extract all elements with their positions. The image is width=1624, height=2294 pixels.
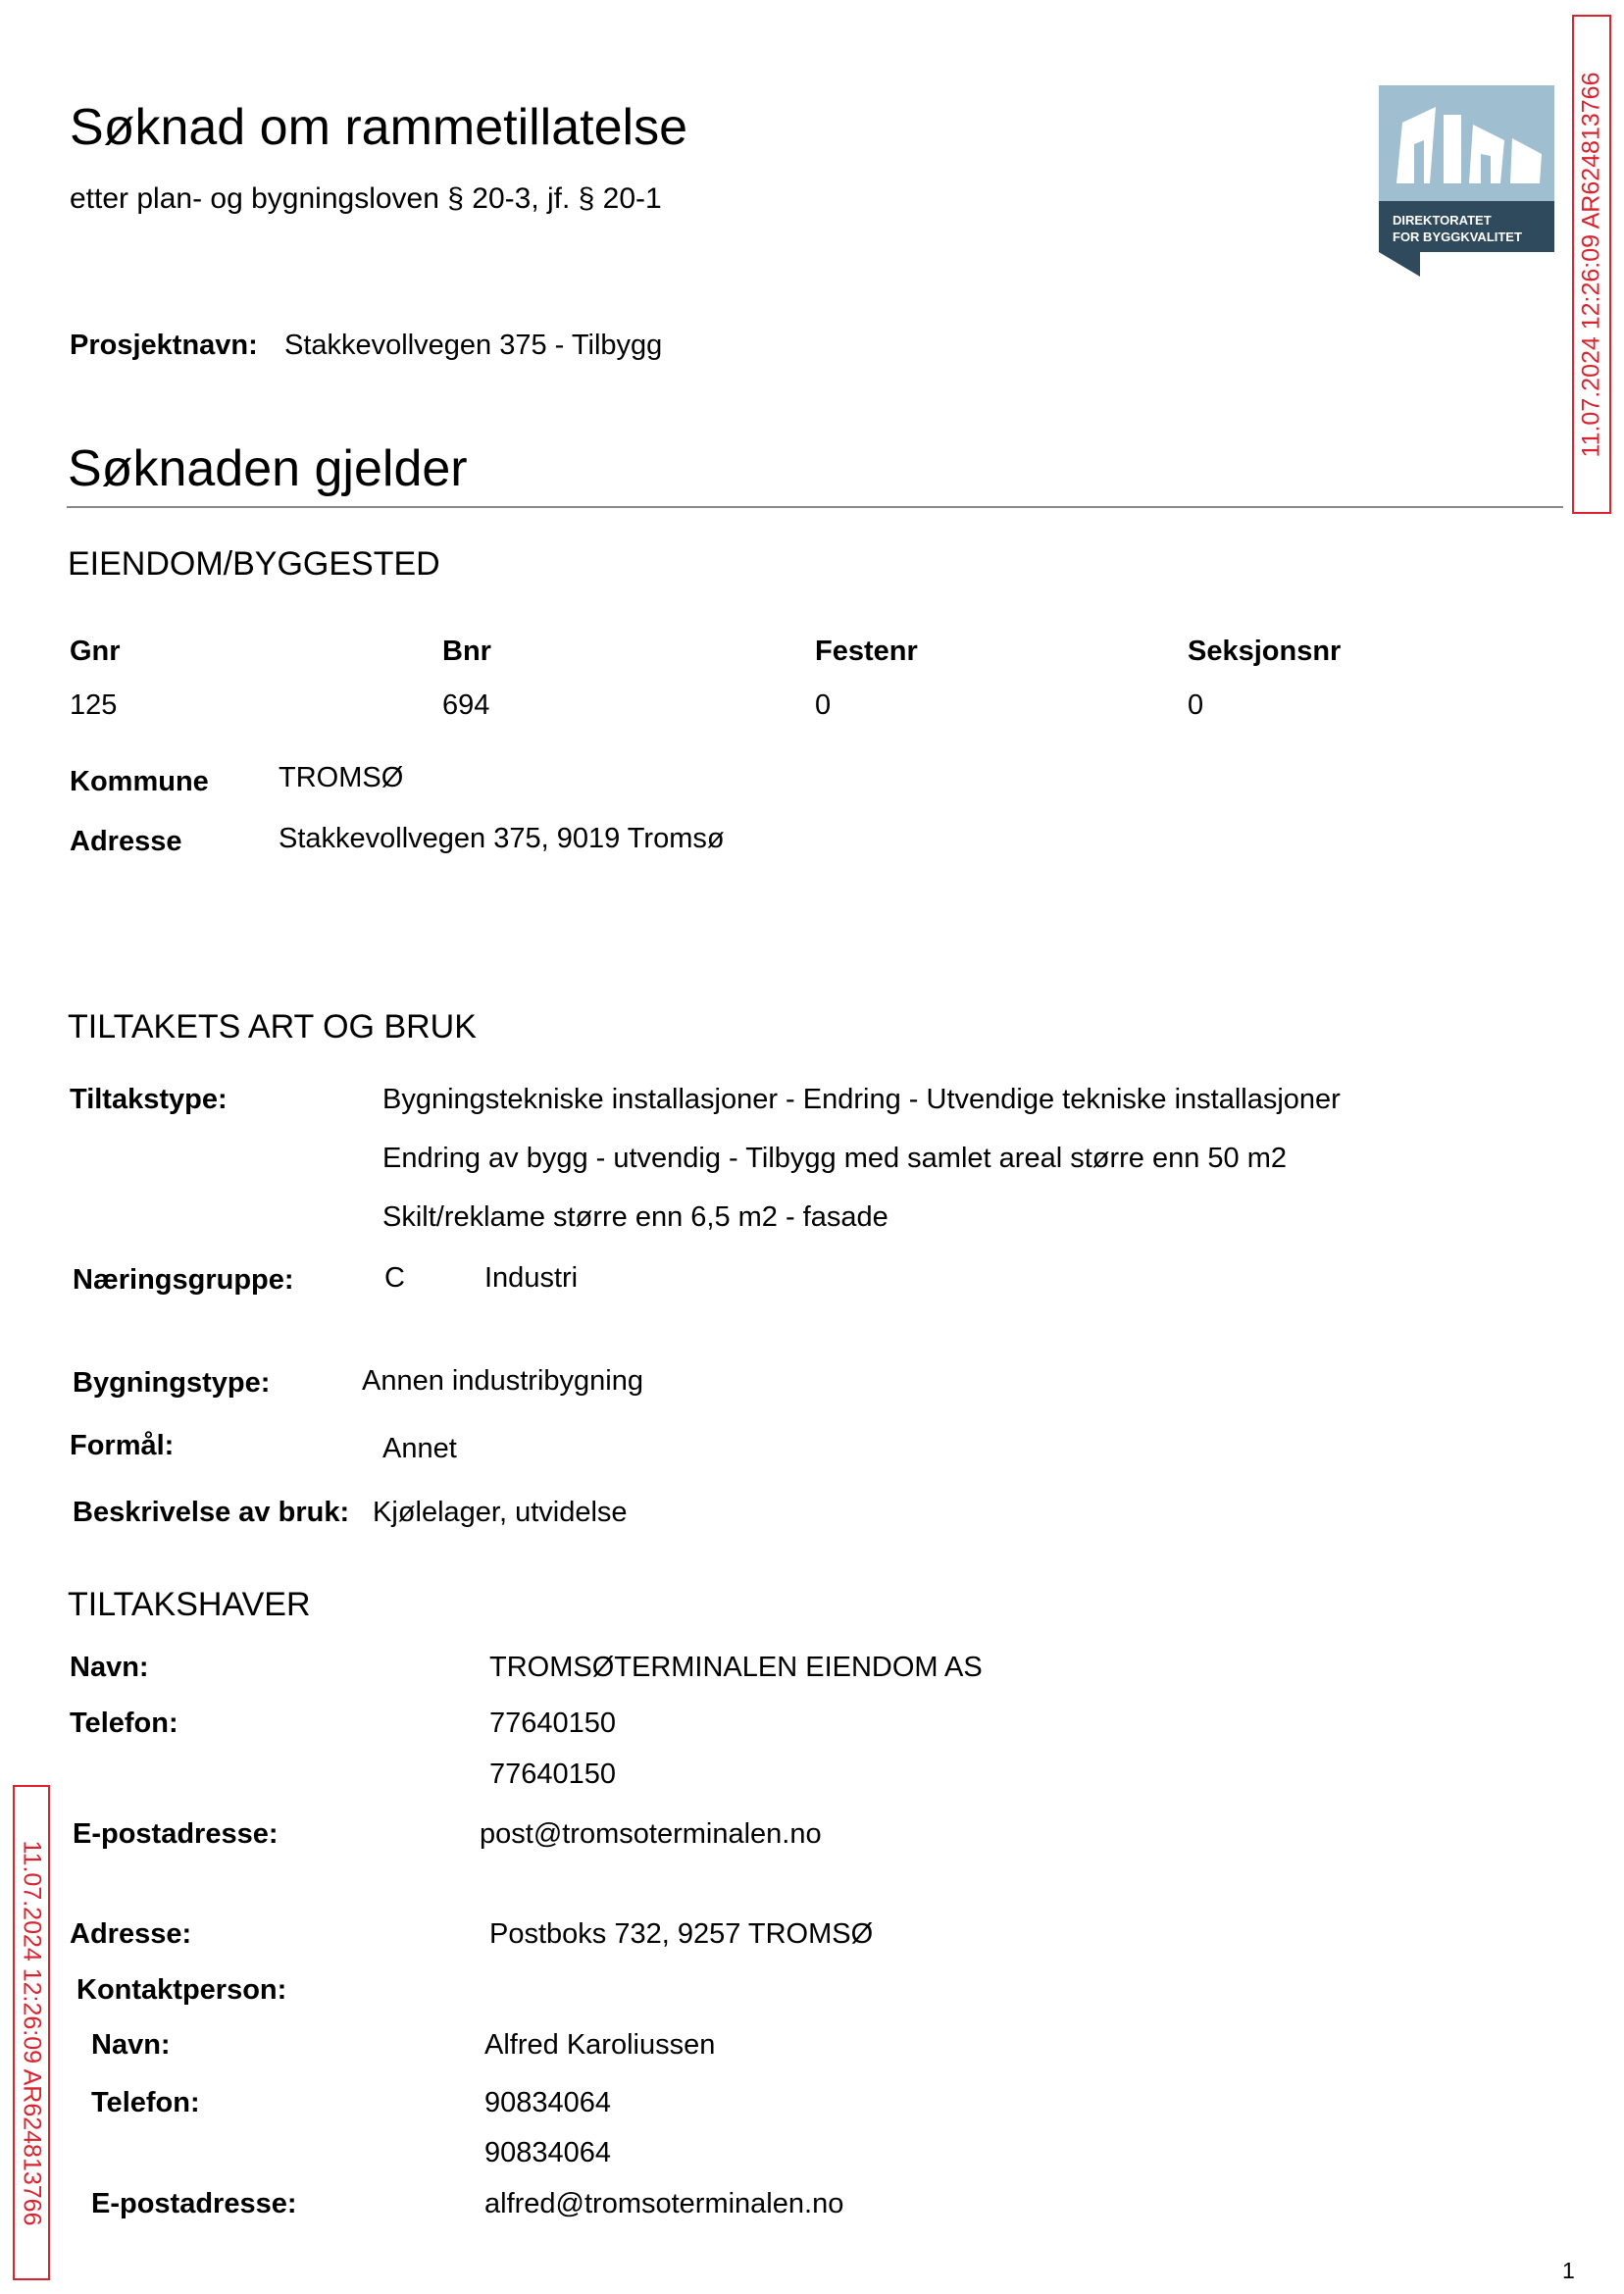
archive-stamp-right: 11.07.2024 12:26:09 AR624813766	[1572, 15, 1611, 514]
eiendom-heading: EIENDOM/BYGGESTED	[68, 545, 440, 583]
gnr-value: 125	[70, 689, 118, 721]
tiltakshaver-adresse-value: Postboks 732, 9257 TROMSØ	[489, 1918, 874, 1950]
tiltakshaver-epost-value: post@tromsoterminalen.no	[480, 1818, 822, 1850]
kommune-label: Kommune	[70, 766, 209, 797]
tiltakshaver-navn-value: TROMSØTERMINALEN EIENDOM AS	[489, 1652, 983, 1683]
section-title: Søknaden gjelder	[68, 440, 468, 497]
project-name-label: Prosjektnavn:	[70, 330, 258, 361]
kontakt-epost-value: alfred@tromsoterminalen.no	[484, 2188, 844, 2219]
kontaktperson-label: Kontaktperson:	[76, 1974, 287, 2006]
bnr-label: Bnr	[442, 636, 491, 667]
tiltakshaver-telefon-value-1: 77640150	[489, 1708, 617, 1739]
tiltakshaver-adresse-label: Adresse:	[70, 1918, 192, 1950]
naeringsgruppe-code: C	[384, 1262, 405, 1294]
dibk-logo	[1379, 85, 1554, 277]
kontakt-telefon-value-1: 90834064	[484, 2087, 612, 2118]
bygningstype-value: Annen industribygning	[362, 1365, 643, 1397]
gnr-label: Gnr	[70, 636, 121, 667]
bygningstype-label: Bygningstype:	[73, 1367, 271, 1399]
kontakt-navn-label: Navn:	[91, 2029, 171, 2061]
archive-stamp-left: 11.07.2024 12:26:09 AR624813766	[13, 1785, 50, 2280]
svg-text:FOR BYGGKVALITET: FOR BYGGKVALITET	[1393, 229, 1522, 244]
kontakt-telefon-value-2: 90834064	[484, 2137, 612, 2168]
festenr-value: 0	[815, 689, 832, 721]
tiltakstype-value-2: Endring av bygg - utvendig - Tilbygg med samlet areal større enn 50 m2	[382, 1143, 1288, 1174]
tiltakstype-label: Tiltakstype:	[70, 1084, 228, 1115]
bnr-value: 694	[442, 689, 490, 721]
page-number: 1	[1562, 2258, 1575, 2283]
tiltakshaver-heading: TILTAKSHAVER	[68, 1586, 311, 1623]
beskrivelse-label: Beskrivelse av bruk:	[73, 1497, 350, 1528]
kontakt-telefon-label: Telefon:	[91, 2087, 200, 2118]
tiltakshaver-telefon-value-2: 77640150	[489, 1759, 617, 1790]
tiltakshaver-navn-label: Navn:	[70, 1652, 149, 1683]
adresse-label: Adresse	[70, 826, 182, 857]
section-divider	[67, 506, 1563, 508]
naeringsgruppe-label: Næringsgruppe:	[73, 1264, 294, 1296]
beskrivelse-value: Kjølelager, utvidelse	[373, 1497, 628, 1528]
kontakt-navn-value: Alfred Karoliussen	[484, 2029, 716, 2061]
formaal-value: Annet	[382, 1433, 457, 1464]
tiltak-heading: TILTAKETS ART OG BRUK	[68, 1008, 477, 1045]
festenr-label: Festenr	[815, 636, 918, 667]
seksjonsnr-label: Seksjonsnr	[1188, 636, 1342, 667]
tiltakshaver-telefon-label: Telefon:	[70, 1708, 178, 1739]
kontakt-epost-label: E-postadresse:	[91, 2188, 297, 2219]
adresse-value: Stakkevollvegen 375, 9019 Tromsø	[279, 823, 725, 854]
formaal-label: Formål:	[70, 1430, 175, 1461]
tiltakshaver-epost-label: E-postadresse:	[73, 1818, 279, 1850]
project-name-value: Stakkevollvegen 375 - Tilbygg	[284, 330, 663, 361]
kommune-value: TROMSØ	[279, 762, 404, 793]
svg-text:DIREKTORATET: DIREKTORATET	[1393, 213, 1492, 228]
naeringsgruppe-value: Industri	[484, 1262, 579, 1294]
seksjonsnr-value: 0	[1188, 689, 1204, 721]
tiltakstype-value-3: Skilt/reklame større enn 6,5 m2 - fasade	[382, 1201, 888, 1233]
tiltakstype-value-1: Bygningstekniske installasjoner - Endring - Utvendige tekniske installasjoner	[382, 1084, 1341, 1115]
page-title: Søknad om rammetillatelse	[70, 99, 687, 156]
page-subtitle: etter plan- og bygningsloven § 20-3, jf. § 20-1	[70, 182, 662, 215]
